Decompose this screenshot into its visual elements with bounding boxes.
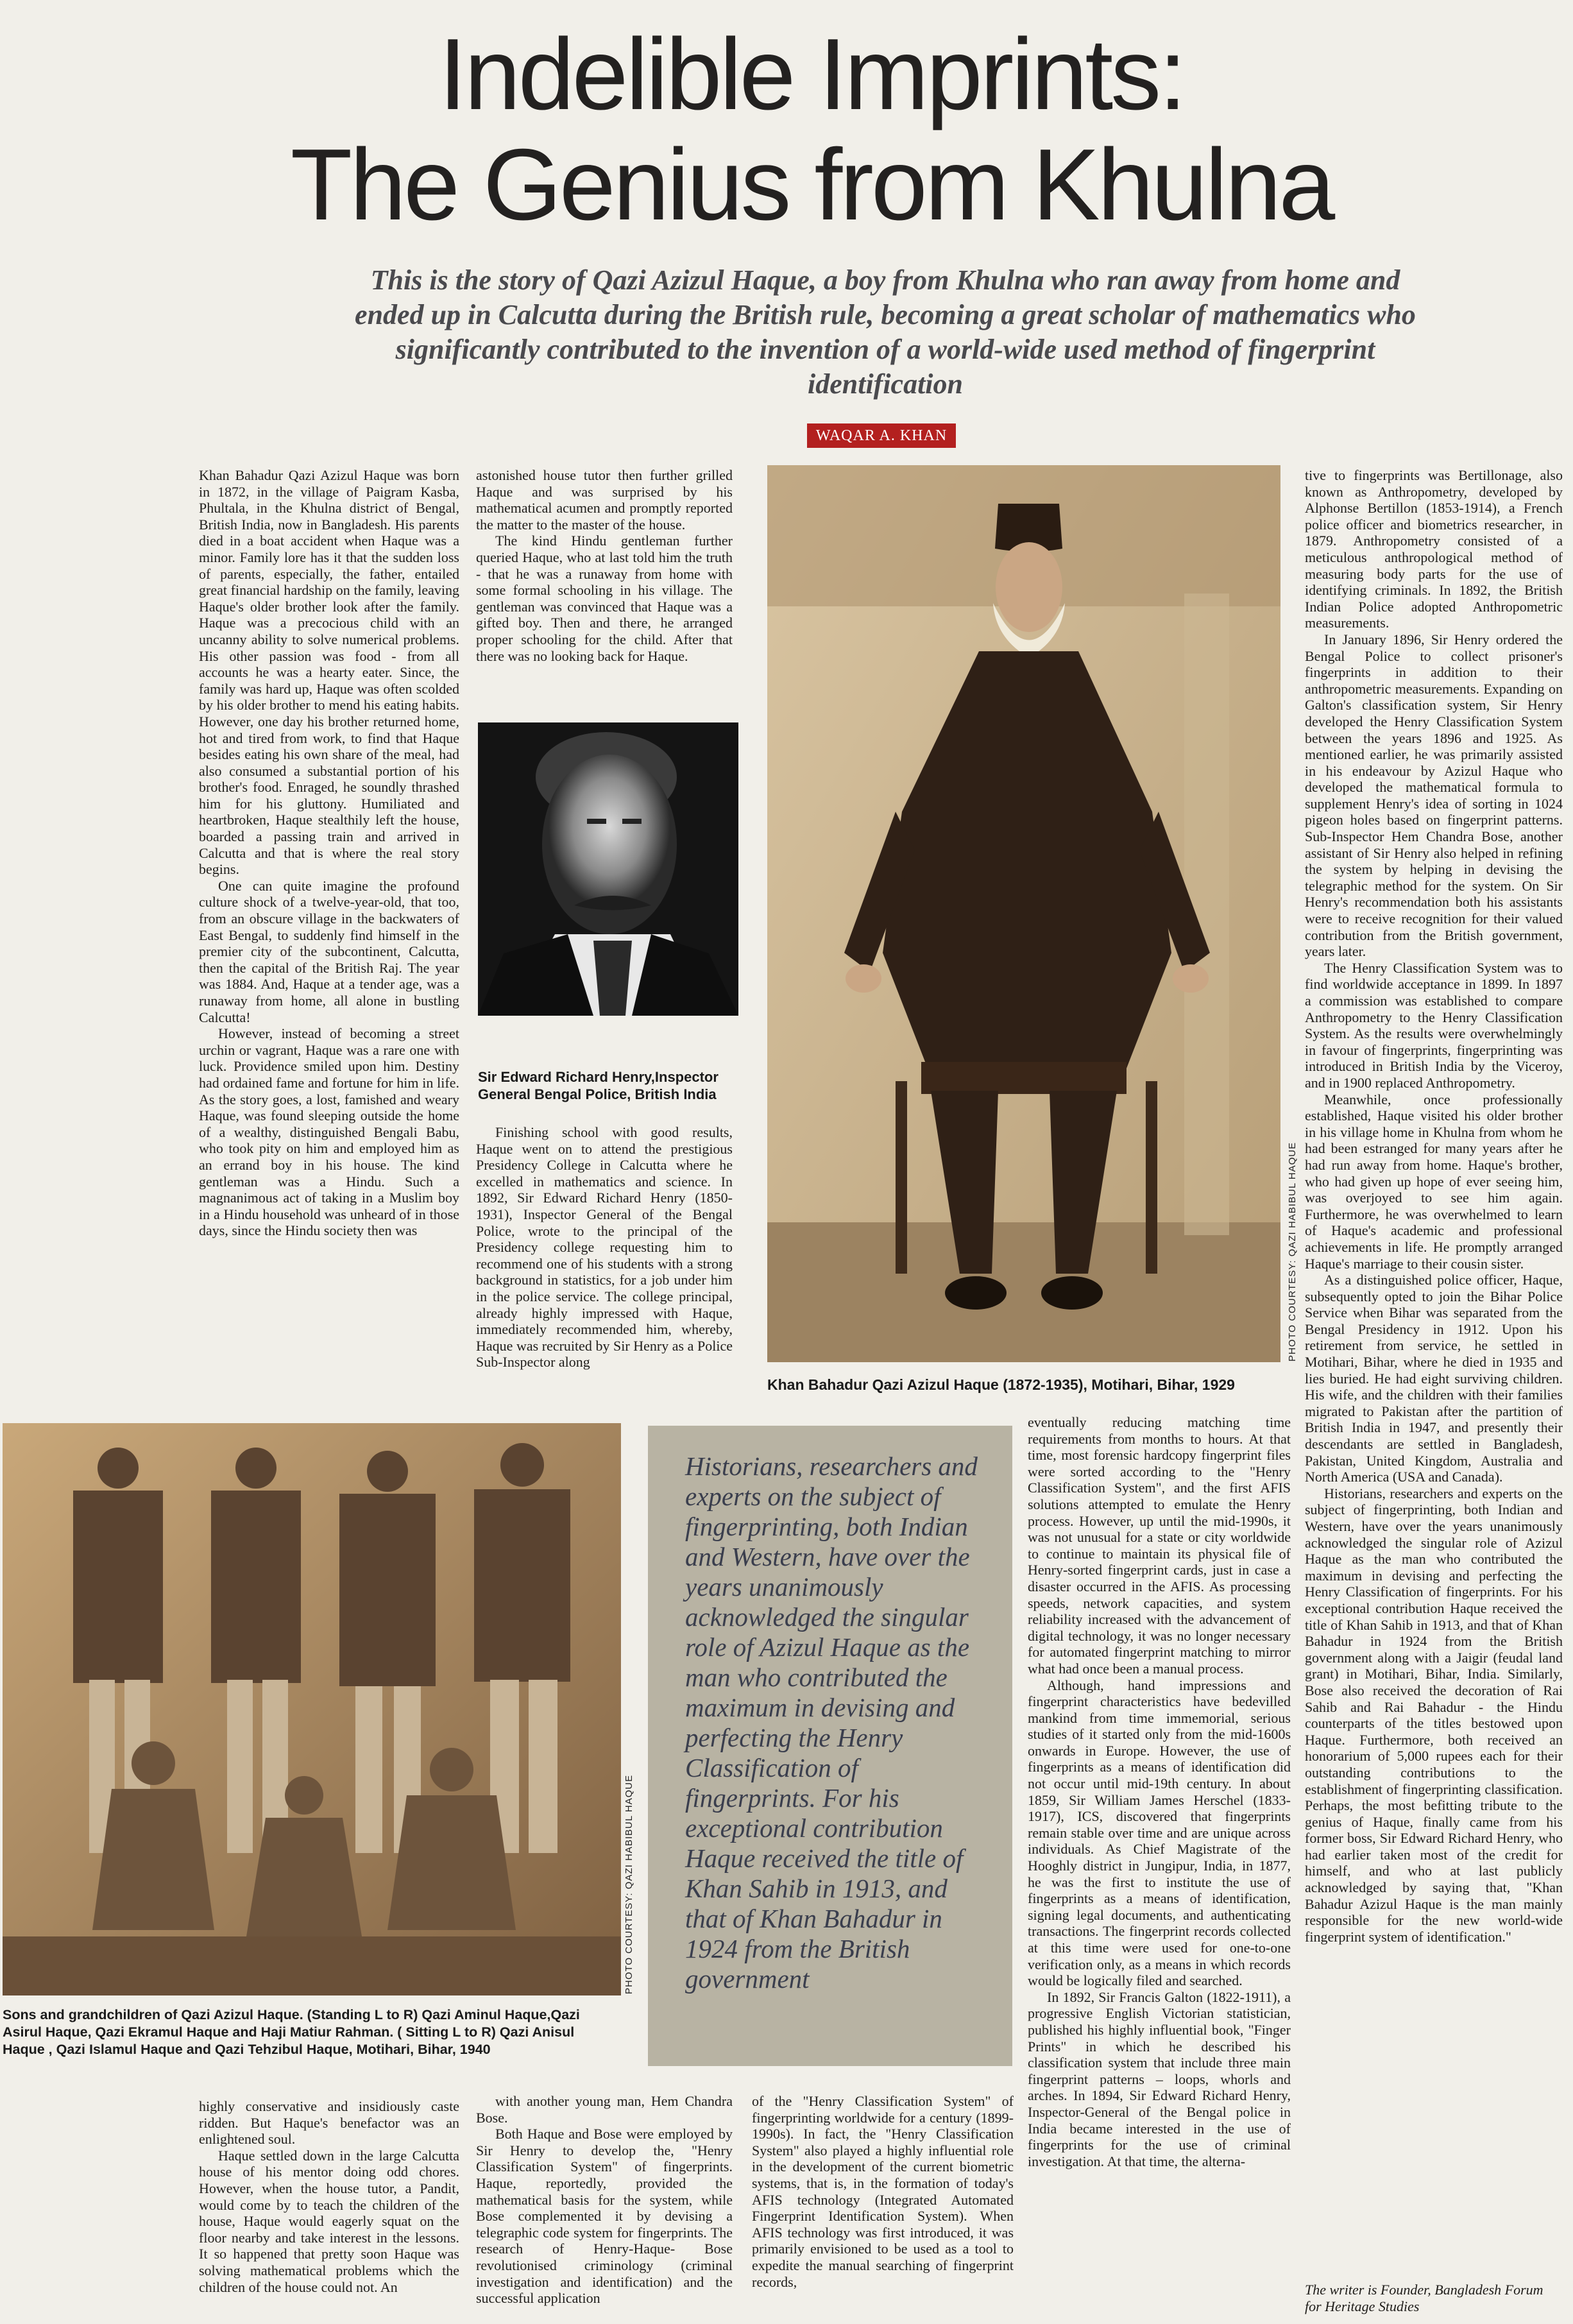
paragraph: Both Haque and Bose were employed by Sir Henry to develop the, "Henry Classification System" of fingerprints. Haque, reportedly, provided the mathematical basis for the system, while Bose complemented it by devising a telegraphic code system for fingerprints. The research of Henry-Haque- Bose revolutionised criminology (criminal investigation and identification) and the successful application xyxy=(476,2126,733,2307)
paragraph: Historians, researchers and experts on the subject of fingerprinting, both Indian and Western, have over the years unanimously acknowledged the singular role of Azizul Haque as the man who contributed the maximum in devising and perfecting the Henry Classification of fingerprints. For his exceptional contribution Haque received the title of Khan Sahib in 1913, and that of Khan Bahadur in 1924 from the British government along with a Jaigir (feudal land grant) in Motihari, Bihar, India. Similarly, Bose also received the decoration of Rai Sahib and Rai Bahadur - the Hindu counterparts of the titles bestowed upon Haque. Furthermore, both received an honorarium of 5,000 rupees each for their outstanding contributions to the establishment of fingerprinting classification. Perhaps, the most befitting tribute to the genius of Haque, finally came from his former boss, Sir Edward Richard Henry, who had earlier taken most of the credit for himself, and who at last publicly acknowledged by saying that, "Khan Bahadur Azizul Haque is the man mainly responsible for the new world-wide fingerprint system of identification." xyxy=(1305,1485,1563,1945)
paragraph: astonished house tutor then further grilled Haque and was surprised by his mathematical acumen and promptly reported the matter to the master of the house. xyxy=(476,467,733,533)
article-column-2-top xyxy=(476,467,733,711)
paragraph: Although, hand impressions and fingerprint characteristics have bedevilled mankind from time immemorial, serious studies of it started only from the mid-1600s onwards in Europe. However, the use of fingerprints as a means of identification did not occur until mid-19th century. In about 1859, Sir William James Herschel (1833-1917), ICS, discovered that fingerprints remain stable over time and are unique across individuals. As Chief Magistrate of the Hooghly district in Jungipur, India, in 1877, he was the first to institute the use of fingerprints as a means of identification, signing legal documents, and authenticating transactions. The fingerprint records collected at this time were used for one-to-one verification only, as a means in which records would be logically filed and searched. xyxy=(1028,1677,1291,1989)
paragraph: The kind Hindu gentleman further queried Haque, who at last told him the truth - that he was a runaway from home with some formal schooling in his village. The gentleman was convinced that Haque was a gifted boy. Then and there, he arranged proper schooling for the child. After that there was no looking back for Haque. xyxy=(476,533,733,664)
paragraph: However, instead of becoming a street urchin or vagrant, Haque was a rare one with luck. Providence smiled upon him. Destiny had ordained fame and fortune for him in life. As the story goes, a lost, famished and weary Haque, was found sleeping outside the home of a wealthy, distinguished Bengali Babu, who took pity on him and employed him as an errand boy in his house. The kind gentleman was a Hindu. Such a magnanimous act of taking in a Muslim boy in a Hindu household was unheard of in those days, since the Hindu society then was xyxy=(199,1025,459,1239)
article-deck: This is the story of Qazi Azizul Haque, a boy from Khulna who ran away from home and ended up in Calcutta during the British rule, becoming a great scholar of mathematics who significantly contributed to the invention of a world-wide used method of fingerprint identification xyxy=(355,264,1416,400)
pull-quote: Historians, researchers and experts on the subject of fingerprinting, both Indian and Western, have over the years unanimously acknowledged the singular role of Azizul Haque as the man who contributed the maximum in devising and perfecting the Henry Classification of fingerprints. For his exceptional contribution Haque received the title of Khan Sahib in 1913, and that of Khan Bahadur in 1924 from the British government xyxy=(648,1426,1012,2066)
author-signoff xyxy=(1305,2282,1563,2318)
henry-portrait-photo xyxy=(478,722,738,1016)
haque-portrait-photo xyxy=(767,465,1280,1362)
haque-photo-courtesy: PHOTO COURTESY: QAZI HABIBUL HAQUE xyxy=(1287,1141,1298,1362)
family-group-photo xyxy=(3,1423,621,1995)
paragraph: eventually reducing matching time requirements from months to hours. At that time, most forensic hardcopy fingerprint files were sorted according to the "Henry Classification System", and the first AFIS solutions attempted to emulate the Henry process. However, up until the mid-1990s, it was not unusual for a state or city worldwide to continue to maintain its physical file of Henry-sorted fingerprint cards, just in case a disaster occurred in the AFIS. As processing speeds, network capacities, and system reliability increased with the advancement of digital technology, it was no longer necessary for automated fingerprint matching to mirror what had once been a manual process. xyxy=(1028,1414,1291,1677)
paragraph: In January 1896, Sir Henry ordered the Bengal Police to collect prisoner's fingerprints in addition to their anthropometric measurements. Expanding on Galton's classification system, Sir Henry developed the Henry Classification System between the years 1896 and 1925. As mentioned earlier, he was primarily assisted in his endeavour by Azizul Haque who developed the mathematical formula to supplement Henry's idea of sorting in 1024 pigeon holes based on fingerprint patterns. Sub-Inspector Hem Chandra Bose, another assistant of Sir Henry also helped in refining the system by helping in devising the telegraphic method for the system. On Sir Henry's recommendation both his assistants were to receive recognition for their valued contribution from the British government, years later. xyxy=(1305,631,1563,960)
article-column-1 xyxy=(199,467,459,1388)
article-column-b1 xyxy=(199,2098,459,2319)
paragraph: Finishing school with good results, Haque went on to attend the prestigious Presidency College in Calcutta where he excelled in mathematics and science. In 1892, Sir Edward Richard Henry (1850-1931), Inspector General of the Bengal Police, wrote to the principal of the Presidency college requesting him to recommend one of his students with a strong background in statistics, for a job under him in the police service. The college principal, already highly impressed with Haque, immediately recommended him, whereby, Haque was recruited by Sir Henry as a Police Sub-Inspector along xyxy=(476,1124,733,1371)
article-column-b2 xyxy=(476,2093,733,2319)
paragraph: The Henry Classification System was to find worldwide acceptance in 1899. In 1897 a commission was established to compare Anthropometry to the Henry Classification System. As the results were overwhelmingly in favour of fingerprints, fingerprinting was introduced in British India by the Viceroy, and in 1900 replaced Anthropometry. xyxy=(1305,959,1563,1091)
article-column-5 xyxy=(1305,467,1563,2264)
paragraph: tive to fingerprints was Bertillonage, also known as Anthropometry, developed by Alphonse Bertillon (1853-1914), a French police officer and biometrics researcher, in 1879. Anthropometry consisted of a meticulous anthropological method of measuring body parts for the use of identifying criminals. In 1892, the British Indian Police adopted Anthropometric measurements. xyxy=(1305,467,1563,631)
paragraph: Haque settled down in the large Calcutta house of his mentor doing odd chores. However, when the house tutor, a Pandit, would come by to teach the children of the house, Haque would eagerly squat on the floor nearby and take interest in the lessons. It so happened that pretty soon Haque was solving mathematical problems which the children of the house could not. An xyxy=(199,2147,459,2295)
paragraph: As a distinguished police officer, Haque, subsequently opted to join the Bihar Police Service when Bihar was separated from the Bengal Presidency in 1912. Upon his retirement from service, he settled in Motihari, Bihar, where he died in 1935 and lies buried. He had eight surviving children. His wife, and the children with their families migrated to Pakistan after the partition of British India in 1947, and presently their descendants are settled in Bangladesh, Pakistan, United Kingdom, Australia and North America (USA and Canada). xyxy=(1305,1272,1563,1485)
paragraph: with another young man, Hem Chandra Bose. xyxy=(476,2093,733,2126)
haque-photo-caption: Khan Bahadur Qazi Azizul Haque (1872-1935), Motihari, Bihar, 1929 xyxy=(767,1376,1235,1393)
signoff-line-2: for Heritage Studies xyxy=(1305,2298,1420,2314)
author-byline: WAQAR A. KHAN xyxy=(807,423,956,448)
article-column-4 xyxy=(1028,1414,1291,2319)
paragraph: One can quite imagine the profound culture shock of a twelve-year-old, that too, from an obscure village in the backwaters of East Bengal, to suddenly find himself in the premier city of the subcontinent, Calcutta, then the capital of the British Raj. The year was 1884. And, Haque at a tender age, was a runaway from home, all alone in bustling Calcutta! xyxy=(199,877,459,1025)
article-column-b3 xyxy=(752,2093,1014,2319)
family-photo-courtesy: PHOTO COURTESY: QAZI HABIBUL HAQUE xyxy=(624,1774,634,1994)
henry-photo-caption: Sir Edward Richard Henry,Inspector General Bengal Police, British India xyxy=(478,1069,718,1102)
signoff-line-1: The writer is Founder, Bangladesh Forum xyxy=(1305,2282,1543,2298)
headline-line-1: Indelible Imprints: xyxy=(438,18,1185,131)
paragraph: of the "Henry Classification System" of fingerprinting worldwide for a century (1899-1990s). In fact, the "Henry Classification System" also played a highly influential role in the development of the current biometric systems, that is, in the formation of today's AFIS technology (Integrated Automated Fingerprint Identification System). When AFIS technology was first introduced, it was primarily envisioned to be used as a tool to expedite the manual searching of fingerprint records, xyxy=(752,2093,1014,2290)
paragraph: highly conservative and insidiously caste ridden. But Haque's benefactor was an enlightened soul. xyxy=(199,2098,459,2148)
headline-line-2: The Genius from Khulna xyxy=(290,128,1333,241)
paragraph: In 1892, Sir Francis Galton (1822-1911), a progressive English Victorian statistician, published his highly influential book, "Finger Prints" in which he described his classification system that include three main fingerprint patterns – loops, whorls and arches. In 1894, Sir Edward Richard Henry, Inspector-General of the Bengal police in India became interested in the use of fingerprints for the use of criminal investigation. At that time, the alterna- xyxy=(1028,1988,1291,2169)
paragraph: Meanwhile, once professionally established, Haque visited his older brother in his village home in Khulna from whom he had been estranged for many years after he had run away from home. Haque's brother, who had given up hope of ever seeing him, was overjoyed to see him again. Furthermore, he was overwhelmed to learn of Haque's academic and professional achievements in life. He promptly arranged Haque's marriage to their cousin sister. xyxy=(1305,1091,1563,1272)
headline xyxy=(77,19,1546,240)
article-column-2-bottom xyxy=(476,1124,733,1388)
paragraph: Khan Bahadur Qazi Azizul Haque was born in 1872, in the village of Paigram Kasba, Phultala, in the Khulna district of Bengal, British India, now in Bangladesh. His parents died in a boat accident when Haque was a minor. Family lore has it that the sudden loss of parents, especially, the father, entailed great financial hardship on the family, leaving Haque's older brother look after the family. Haque was a precocious child with an uncanny ability to solve numerical problems. His other passion was food - from all accounts he was a hearty eater. Since, the family was hard up, Haque was often scolded by his older brother to mend his eating habits. However, one day his brother returned home, hot and tired from work, to find that Haque besides eating his own share of the meal, had also consumed a substantial portion of his brother's food. Enraged, he soundly thrashed him for his gluttony. Humiliated and heartbroken, Haque stealthily left the house, boarded a passing train and arrived in Calcutta and that is where the real story begins. xyxy=(199,467,459,878)
family-photo-caption: Sons and grandchildren of Qazi Azizul Haque. (Standing L to R) Qazi Aminul Haque,Qazi Asirul Haque, Qazi Ekramul Haque and Haji Matiur Rahman. ( Sitting L to R) Qazi Anisul Haque , Qazi Islamul Haque and Qazi Tehzibul Haque, Motihari, Bihar, 1940 xyxy=(3,2007,580,2057)
